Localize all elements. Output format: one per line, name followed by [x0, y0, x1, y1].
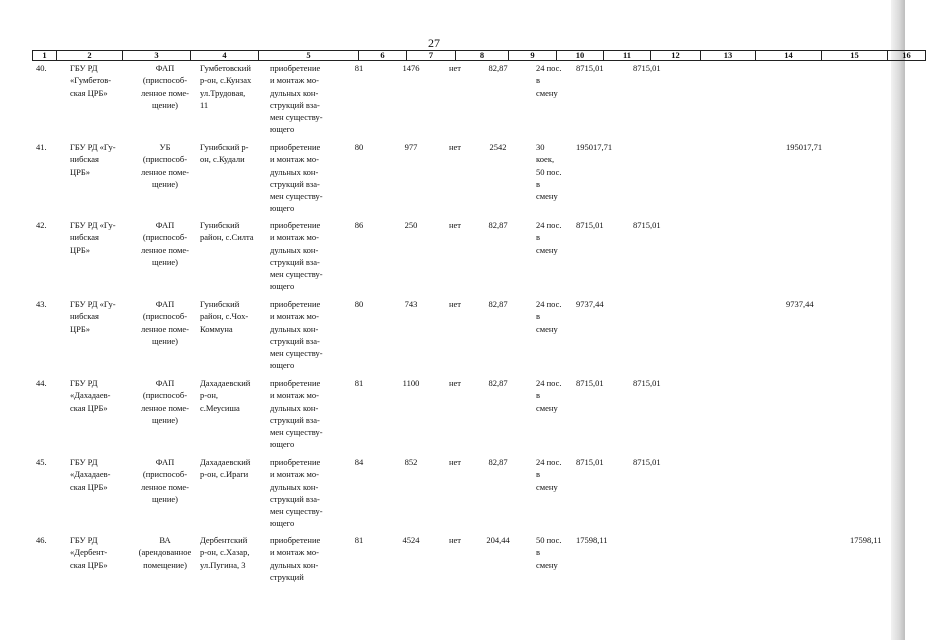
- organization-cell: ГБУ РД «Гу- нибская ЦРБ»: [70, 220, 116, 255]
- header-cell: 7: [407, 51, 456, 61]
- column-10-cell: 50 пос. в смену: [536, 535, 562, 570]
- action-cell: приобретение и монтаж мо- дульных кон- струкций вза- мен существу- ющего: [270, 142, 323, 214]
- column-11-cell: 8715,01: [576, 457, 604, 467]
- column-10-cell: 24 пос. в смену: [536, 457, 562, 492]
- column-6-cell: 86: [354, 220, 364, 230]
- header-cell: 1: [33, 51, 57, 61]
- column-7-cell: 250: [404, 220, 418, 230]
- column-10-cell: 24 пос. в смену: [536, 378, 562, 413]
- header-cell: 11: [604, 51, 651, 61]
- column-7-cell: 1476: [402, 63, 420, 73]
- column-12-cell: 8715,01: [633, 378, 661, 388]
- organization-cell: ГБУ РД «Дахадаев- ская ЦРБ»: [70, 378, 111, 413]
- column-7-cell: 4524: [402, 535, 420, 545]
- row-number: 45.: [36, 457, 47, 467]
- organization-cell: ГБУ РД «Дербент- ская ЦРБ»: [70, 535, 108, 570]
- column-12-cell: 8715,01: [633, 220, 661, 230]
- facility-type-cell: ВА (арендованное помещение): [138, 535, 192, 570]
- column-7-cell: 743: [404, 299, 418, 309]
- header-cell: 6: [359, 51, 407, 61]
- address-cell: Гунибский р- он, с.Кудали: [200, 142, 249, 165]
- column-12-cell: 8715,01: [633, 63, 661, 73]
- header-row: [33, 51, 926, 61]
- column-6-cell: 80: [354, 299, 364, 309]
- column-11-cell: 8715,01: [576, 378, 604, 388]
- column-8-cell: нет: [448, 299, 462, 309]
- facility-type-cell: ФАП (приспособ- ленное поме- щение): [141, 220, 189, 267]
- organization-cell: ГБУ РД «Дахадаев- ская ЦРБ»: [70, 457, 111, 492]
- header-cell: 5: [259, 51, 359, 61]
- column-number-header: [32, 50, 926, 61]
- header-cell: 8: [456, 51, 509, 61]
- address-cell: Дахадаевский р-он, с.Ираги: [200, 457, 251, 480]
- column-12-cell: 8715,01: [633, 457, 661, 467]
- scan-edge-shadow: [891, 0, 905, 640]
- action-cell: приобретение и монтаж мо- дульных кон- струкций вза- мен существу- ющего: [270, 378, 323, 450]
- column-8-cell: нет: [448, 535, 462, 545]
- header-cell: 2: [57, 51, 123, 61]
- column-9-cell: 82,87: [488, 63, 508, 73]
- column-15-cell: 9737,44: [786, 299, 814, 309]
- column-9-cell: 82,87: [488, 378, 508, 388]
- column-11-cell: 17598,11: [576, 535, 608, 545]
- organization-cell: ГБУ РД «Гумбетов- ская ЦРБ»: [70, 63, 112, 98]
- address-cell: Гунибский район, с.Силта: [200, 220, 254, 243]
- header-cell: 15: [822, 51, 888, 61]
- facility-type-cell: ФАП (приспособ- ленное поме- щение): [141, 299, 189, 346]
- address-cell: Дахадаевский р-он, с.Меусиша: [200, 378, 251, 413]
- action-cell: приобретение и монтаж мо- дульных кон- струкций вза- мен существу- ющего: [270, 63, 323, 135]
- column-10-cell: 24 пос. в смену: [536, 63, 562, 98]
- column-8-cell: нет: [448, 63, 462, 73]
- column-8-cell: нет: [448, 457, 462, 467]
- action-cell: приобретение и монтаж мо- дульных кон- струкций вза- мен существу- ющего: [270, 457, 323, 529]
- column-7-cell: 1100: [402, 378, 420, 388]
- column-6-cell: 84: [354, 457, 364, 467]
- row-number: 40.: [36, 63, 47, 73]
- facility-type-cell: ФАП (приспособ- ленное поме- щение): [141, 63, 189, 110]
- column-7-cell: 977: [404, 142, 418, 152]
- organization-cell: ГБУ РД «Гу- нибская ЦРБ»: [70, 299, 116, 334]
- column-8-cell: нет: [448, 220, 462, 230]
- action-cell: приобретение и монтаж мо- дульных кон- струкций вза- мен существу- ющего: [270, 220, 323, 292]
- column-11-cell: 195017,71: [576, 142, 613, 152]
- column-10-cell: 24 пос. в смену: [536, 299, 562, 334]
- row-number: 46.: [36, 535, 47, 545]
- header-cell: 12: [651, 51, 701, 61]
- column-15-cell: 195017,71: [786, 142, 823, 152]
- row-number: 44.: [36, 378, 47, 388]
- address-cell: Гунибский район, с.Чох- Коммуна: [200, 299, 249, 334]
- action-cell: приобретение и монтаж мо- дульных кон- струкций вза- мен существу- ющего: [270, 299, 323, 371]
- column-6-cell: 81: [354, 535, 364, 545]
- column-9-cell: 82,87: [488, 220, 508, 230]
- column-9-cell: 2542: [489, 142, 507, 152]
- column-16-cell: 17598,11: [850, 535, 882, 545]
- header-cell: 16: [888, 51, 926, 61]
- address-cell: Гумбетовский р-он, с.Кунзах ул.Трудовая, 11: [200, 63, 252, 110]
- header-cell: 13: [701, 51, 756, 61]
- header-cell: 3: [123, 51, 191, 61]
- header-cell: 4: [191, 51, 259, 61]
- column-6-cell: 80: [354, 142, 364, 152]
- facility-type-cell: УБ (приспособ- ленное поме- щение): [141, 142, 189, 189]
- facility-type-cell: ФАП (приспособ- ленное поме- щение): [141, 457, 189, 504]
- action-cell: приобретение и монтаж мо- дульных кон- струкций: [270, 535, 321, 582]
- column-11-cell: 9737,44: [576, 299, 604, 309]
- page-number: 27: [428, 36, 440, 50]
- column-8-cell: нет: [448, 142, 462, 152]
- column-7-cell: 852: [404, 457, 418, 467]
- row-number: 41.: [36, 142, 47, 152]
- column-11-cell: 8715,01: [576, 63, 604, 73]
- organization-cell: ГБУ РД «Гу- нибская ЦРБ»: [70, 142, 116, 177]
- column-9-cell: 82,87: [488, 299, 508, 309]
- column-10-cell: 30 коек, 50 пос. в смену: [536, 142, 562, 202]
- column-6-cell: 81: [354, 63, 364, 73]
- row-number: 42.: [36, 220, 47, 230]
- column-10-cell: 24 пос. в смену: [536, 220, 562, 255]
- column-8-cell: нет: [448, 378, 462, 388]
- column-9-cell: 204,44: [486, 535, 510, 545]
- header-cell: 10: [557, 51, 604, 61]
- column-9-cell: 82,87: [488, 457, 508, 467]
- facility-type-cell: ФАП (приспособ- ленное поме- щение): [141, 378, 189, 425]
- row-number: 43.: [36, 299, 47, 309]
- header-cell: 14: [756, 51, 822, 61]
- column-11-cell: 8715,01: [576, 220, 604, 230]
- header-cell: 9: [509, 51, 557, 61]
- column-6-cell: 81: [354, 378, 364, 388]
- address-cell: Дербентский р-он, с.Хазар, ул.Пугина, 3: [200, 535, 250, 570]
